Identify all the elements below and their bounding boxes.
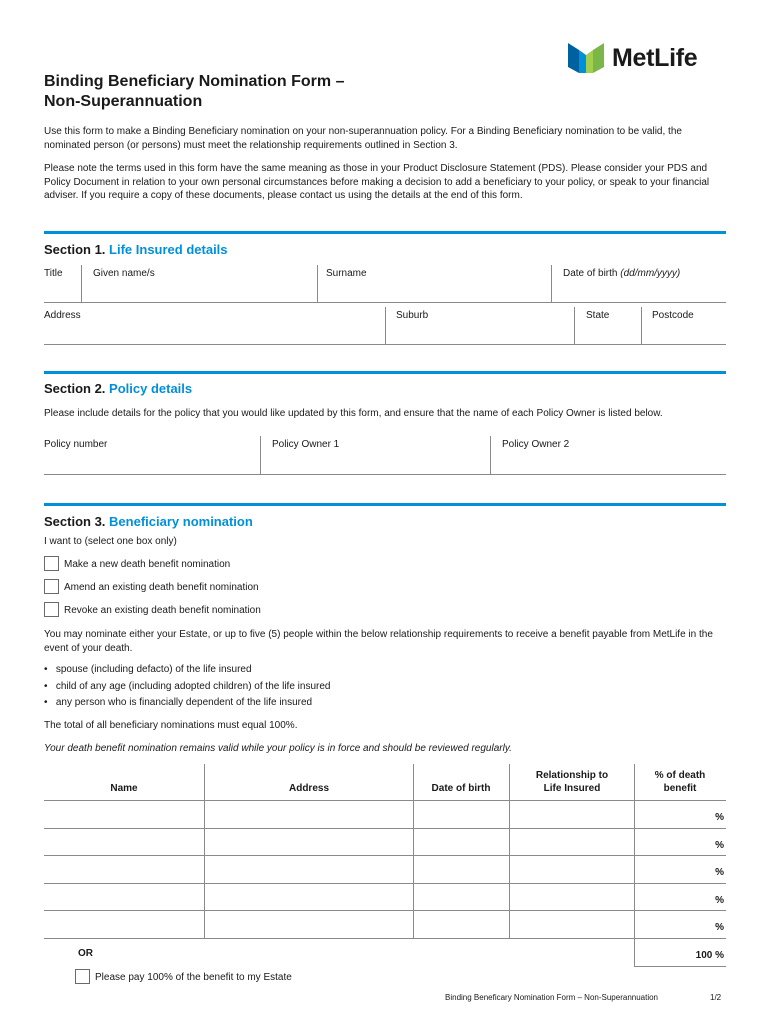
- footer-page-number: 1/2: [710, 993, 722, 1002]
- divider: [641, 307, 642, 344]
- intro-paragraph-1: Use this form to make a Binding Beneficiary nomination on your non-superannuation policy. For a Binding Beneficiary nomination to be valid, the nominated person (or persons) must meet the relationship requirements outlined in Section 3.: [44, 126, 682, 151]
- table-row-line: [44, 910, 726, 911]
- section2-name: Policy details: [109, 381, 193, 396]
- new-nomination-label: Make a new death benefit nomination: [64, 559, 231, 570]
- th-percent-line2: benefit: [663, 783, 697, 794]
- th-percent: [635, 769, 725, 795]
- beneficiary-name-input[interactable]: [44, 886, 202, 908]
- bullet-text: spouse (including defacto) of the life insured: [55, 664, 252, 675]
- address-label: Address: [44, 310, 81, 321]
- section2-rule: [44, 371, 726, 374]
- section3-number: Section 3.: [44, 514, 106, 529]
- section1-name: Life Insured details: [109, 242, 228, 257]
- logo-wordmark: MetLife: [612, 44, 698, 72]
- bullet-text: any person who is financially dependent of the life insured: [55, 697, 313, 708]
- amend-nomination-checkbox[interactable]: [44, 579, 59, 594]
- dob-label-text: Date of birth: [563, 268, 618, 279]
- percent-sign: %: [715, 922, 724, 933]
- section3-title: [44, 514, 253, 529]
- section2-number: Section 2.: [44, 381, 106, 396]
- postcode-input[interactable]: [648, 324, 724, 342]
- given-name-input[interactable]: [90, 282, 314, 300]
- title-field-label: Title: [44, 268, 63, 279]
- bullet-item: • spouse (including defacto) of the life insured: [44, 664, 252, 675]
- beneficiary-relationship-input[interactable]: [512, 859, 632, 881]
- state-label: State: [586, 310, 610, 321]
- beneficiary-relationship-input[interactable]: [512, 831, 632, 853]
- table-row-line: [44, 883, 726, 884]
- surname-label: Surname: [326, 268, 367, 279]
- or-label: OR: [78, 948, 93, 959]
- beneficiary-relationship-input[interactable]: [512, 886, 632, 908]
- beneficiary-dob-input[interactable]: [416, 886, 507, 908]
- divider: [260, 436, 261, 474]
- beneficiary-address-input[interactable]: [207, 914, 411, 936]
- new-nomination-checkbox[interactable]: [44, 556, 59, 571]
- section1-number: Section 1.: [44, 242, 106, 257]
- beneficiary-address-input[interactable]: [207, 859, 411, 881]
- column-divider: [509, 764, 510, 938]
- beneficiary-dob-input[interactable]: [416, 804, 507, 826]
- row-line: [44, 344, 726, 345]
- page-title: [44, 72, 344, 112]
- policy-owner2-label: Policy Owner 2: [502, 439, 570, 450]
- column-divider: [413, 764, 414, 938]
- divider: [385, 307, 386, 344]
- row-line: [44, 302, 726, 303]
- section2-instructions: Please include details for the policy that you would like updated by this form, and ensure that the name of each Policy Owner is listed below.: [44, 408, 663, 419]
- divider: [81, 265, 82, 302]
- divider: [317, 265, 318, 302]
- beneficiary-name-input[interactable]: [44, 804, 202, 826]
- table-row-line: [44, 938, 726, 939]
- th-dob: Date of birth: [431, 783, 491, 794]
- divider: [490, 436, 491, 474]
- title-line-2: Non-Superannuation: [44, 93, 203, 110]
- beneficiary-address-input[interactable]: [207, 804, 411, 826]
- amend-nomination-label: Amend an existing death benefit nomination: [64, 582, 259, 593]
- beneficiary-address-input[interactable]: [207, 831, 411, 853]
- divider: [551, 265, 552, 302]
- total-note: The total of all beneficiary nominations must equal 100%.: [44, 720, 298, 731]
- beneficiary-dob-input[interactable]: [416, 831, 507, 853]
- percent-sign: %: [715, 867, 724, 878]
- dob-format-hint: (dd/mm/yyyy): [620, 268, 681, 279]
- th-relationship-line2: Life Insured: [543, 783, 601, 794]
- th-relationship: [510, 769, 634, 795]
- policy-owner2-input[interactable]: [498, 453, 724, 471]
- column-divider: [204, 764, 205, 938]
- th-address: Address: [288, 783, 329, 794]
- section2-title: [44, 381, 192, 396]
- column-divider: [634, 764, 635, 966]
- percent-sign: %: [715, 812, 724, 823]
- revoke-nomination-label: Revoke an existing death benefit nomination: [64, 605, 261, 616]
- given-name-label: Given name/s: [93, 268, 155, 279]
- table-row-line: [44, 800, 726, 801]
- policy-owner1-label: Policy Owner 1: [272, 439, 340, 450]
- table-row-line: [44, 828, 726, 829]
- dob-input[interactable]: [560, 282, 724, 300]
- footer-doc-name: Binding Beneficary Nomination Form – Non-Superannuation: [445, 993, 659, 1002]
- th-percent-line1: % of death: [654, 770, 706, 781]
- address-input[interactable]: [44, 324, 382, 342]
- beneficiary-dob-input[interactable]: [416, 859, 507, 881]
- percent-sign: %: [715, 840, 724, 851]
- beneficiary-name-input[interactable]: [44, 831, 202, 853]
- bullet-item: • child of any age (including adopted children) of the life insured: [44, 681, 331, 692]
- state-input[interactable]: [581, 324, 639, 342]
- section3-name: Beneficiary nomination: [109, 514, 253, 529]
- table-row-line: [44, 855, 726, 856]
- nominate-paragraph: You may nominate either your Estate, or up to five (5) people within the below relationship requirements to receive a benefit payable from MetLife in the event of your death.: [44, 629, 713, 654]
- beneficiary-name-input[interactable]: [44, 859, 202, 881]
- metlife-logo-icon: [566, 41, 606, 75]
- policy-number-input[interactable]: [44, 453, 256, 471]
- th-name: Name: [110, 783, 138, 794]
- title-input[interactable]: [44, 282, 80, 300]
- bullet-text: child of any age (including adopted children) of the life insured: [55, 681, 331, 692]
- intro-paragraph-2: Please note the terms used in this form have the same meaning as those in your Product Disclosure Statement (PDS). Please consider your PDS and Policy Document in relation to your own personal circumstances before making a decision to add a beneficiary to your policy, or speak to your financial adviser. If you require a copy of these documents, please contact us using the details at the end of this form.: [44, 163, 710, 201]
- beneficiary-dob-input[interactable]: [416, 914, 507, 936]
- policy-owner1-input[interactable]: [268, 453, 486, 471]
- beneficiary-name-input[interactable]: [44, 914, 202, 936]
- estate-checkbox[interactable]: [75, 969, 90, 984]
- beneficiary-address-input[interactable]: [207, 886, 411, 908]
- th-relationship-line1: Relationship to: [535, 770, 609, 781]
- metlife-logo: [566, 41, 726, 75]
- validity-note: Your death benefit nomination remains valid while your policy is in force and should be reviewed regularly.: [44, 743, 512, 754]
- total-row-line: [634, 966, 726, 967]
- policy-number-label: Policy number: [44, 439, 108, 450]
- section3-rule: [44, 503, 726, 506]
- section1-title: [44, 242, 228, 257]
- beneficiary-relationship-input[interactable]: [512, 804, 632, 826]
- percent-sign: %: [715, 895, 724, 906]
- total-percent: 100 %: [695, 950, 724, 961]
- divider: [574, 307, 575, 344]
- revoke-nomination-checkbox[interactable]: [44, 602, 59, 617]
- select-prompt: I want to (select one box only): [44, 536, 177, 547]
- surname-input[interactable]: [324, 282, 548, 300]
- suburb-input[interactable]: [392, 324, 572, 342]
- postcode-label: Postcode: [652, 310, 694, 321]
- beneficiary-relationship-input[interactable]: [512, 914, 632, 936]
- suburb-label: Suburb: [396, 310, 429, 321]
- dob-label: [563, 268, 680, 279]
- section1-rule: [44, 231, 726, 234]
- title-line-1: Binding Beneficiary Nomination Form –: [44, 73, 345, 90]
- bullet-item: • any person who is financially dependent of the life insured: [44, 697, 313, 708]
- row-line: [44, 474, 726, 475]
- estate-option-label: Please pay 100% of the benefit to my Estate: [95, 972, 292, 983]
